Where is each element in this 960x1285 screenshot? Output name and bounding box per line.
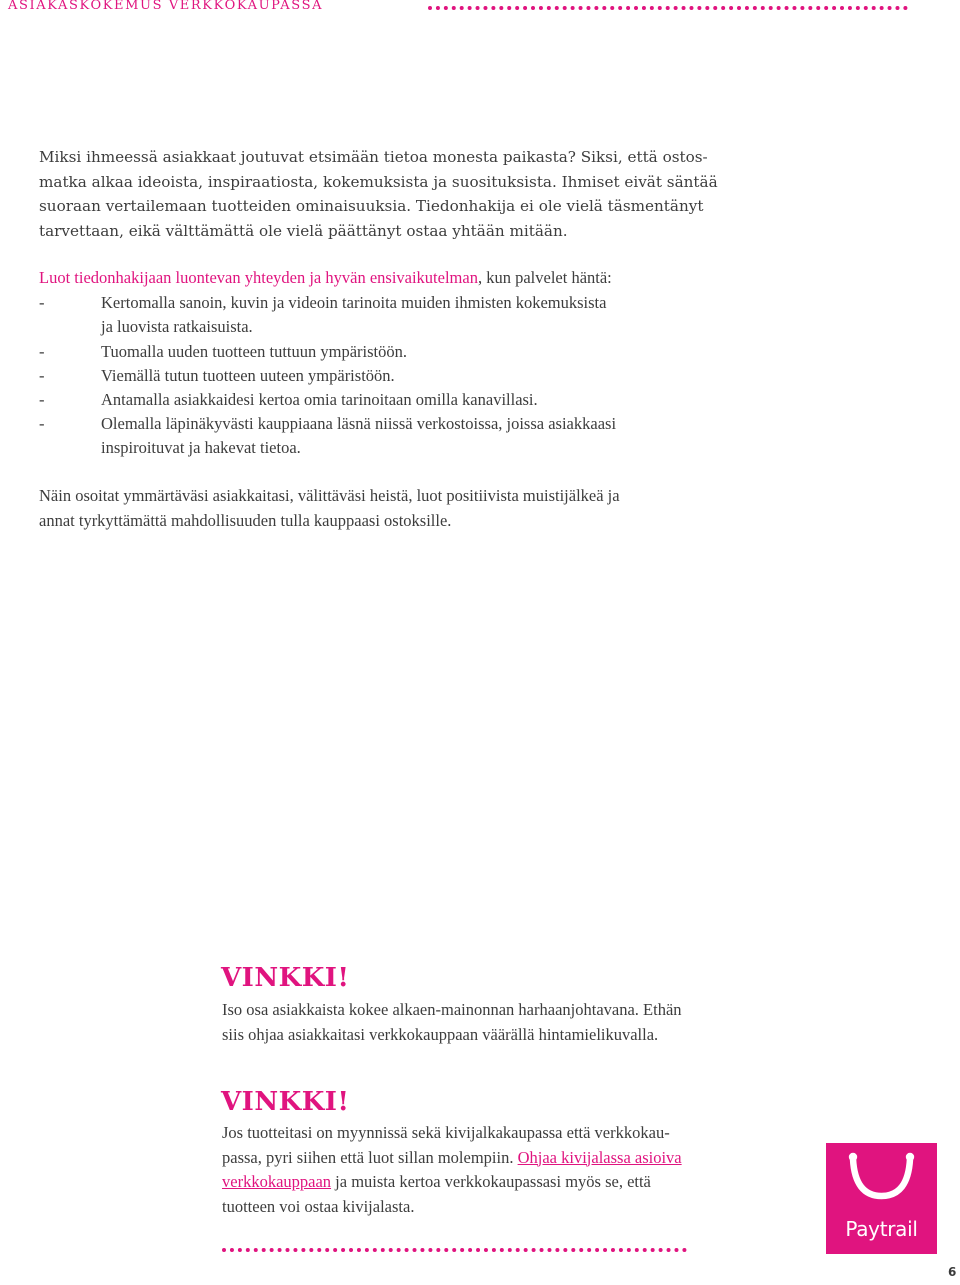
list-dash: - [39,293,45,312]
tip-line [222,1170,782,1195]
list-intro [39,266,739,291]
paragraph-line: tarvettaan, eikä välttämättä ole vielä päättänyt ostaa yhtään mitään. [39,221,568,240]
paragraph-line: suoraan vertailemaan tuotteiden ominaisuuksia. Tiedonhakija ei ole vielä täsmentänyt [39,197,704,215]
list-item-text: Olemalla läpinäkyvästi kauppiaana läsnä niissä verkostoissa, joissa asiakkaasi [101,414,617,433]
page-number: 6 [948,1265,957,1279]
tip-body [222,998,782,1047]
tip-text: passa, pyri siihen että luot sillan molempiin. [222,1147,518,1167]
tip-line: Iso osa asiakkaista kokee alkaen-mainonnan harhaanjohtavana. Ethän [222,1000,682,1019]
closing-paragraph [39,484,739,533]
logo-wordmark: Paytrail [845,1217,918,1241]
header-dotted-rule [428,6,908,10]
store-link[interactable]: verkkokauppaan [222,1172,332,1191]
paragraph-line: annat tyrkyttämättä mahdollisuuden tulla kauppaasi ostoksille. [39,510,452,530]
list-intro-highlight: Luot tiedonhakijaan luontevan yhteyden ja hyvän ensivaikutelman [39,268,478,287]
tip-line: siis ohjaa asiakkaitasi verkkokauppaan väärällä hintamielikuvalla. [222,1024,659,1044]
list-dash: - [39,390,45,409]
list-dash: - [39,366,45,385]
shopping-bag-smile-icon [826,1143,937,1213]
list-item-text: Antamalla asiakkaidesi kertoa omia tarinoitaan omilla kanavillasi. [101,390,538,409]
tip-title: VINKKI! [221,1087,350,1117]
header-label: ASIAKASKOKEMUS VERKKOKAUPASSA [8,0,324,13]
tip-line: tuotteen voi ostaa kivijalasta. [222,1196,415,1216]
footer-dotted-rule [222,1248,687,1252]
list-item-text: inspiroituvat ja hakevat tietoa. [101,438,301,457]
tip-body [222,1121,782,1219]
tip-text: ja muista kertoa verkkokaupassasi myös se, että [331,1172,651,1191]
list-dash: - [39,342,45,361]
list-item-text: Viemällä tutun tuotteen uuteen ympäristöön. [101,366,395,385]
tip-title: VINKKI! [221,963,350,993]
list-intro-rest: , kun palvelet häntä: [477,268,612,287]
store-link[interactable]: Ohjaa kivijalassa asioiva [517,1147,682,1167]
paytrail-logo [826,1143,937,1254]
intro-paragraph [39,145,739,243]
tip-line [222,1146,782,1171]
paragraph-line: matka alkaa ideoista, inspiraatiosta, kokemuksista ja suosituksista. Ihmiset eivät säntää [39,172,718,191]
list-item-text: ja luovista ratkaisuista. [101,317,253,336]
tip-line: Jos tuotteitasi on myynnissä sekä kivijalkakaupassa että verkkokau- [222,1123,670,1142]
paragraph-line: Miksi ihmeessä asiakkaat joutuvat etsimään tietoa monesta paikasta? Siksi, että ostos- [39,148,708,166]
list-item-text: Kertomalla sanoin, kuvin ja videoin tarinoita muiden ihmisten kokemuksista [101,293,607,312]
list-item-text: Tuomalla uuden tuotteen tuttuun ympäristöön. [101,342,407,361]
list-dash: - [39,414,45,433]
paragraph-line: Näin osoitat ymmärtäväsi asiakkaitasi, välittäväsi heistä, luot positiivista muistijälkeä ja [39,486,620,505]
